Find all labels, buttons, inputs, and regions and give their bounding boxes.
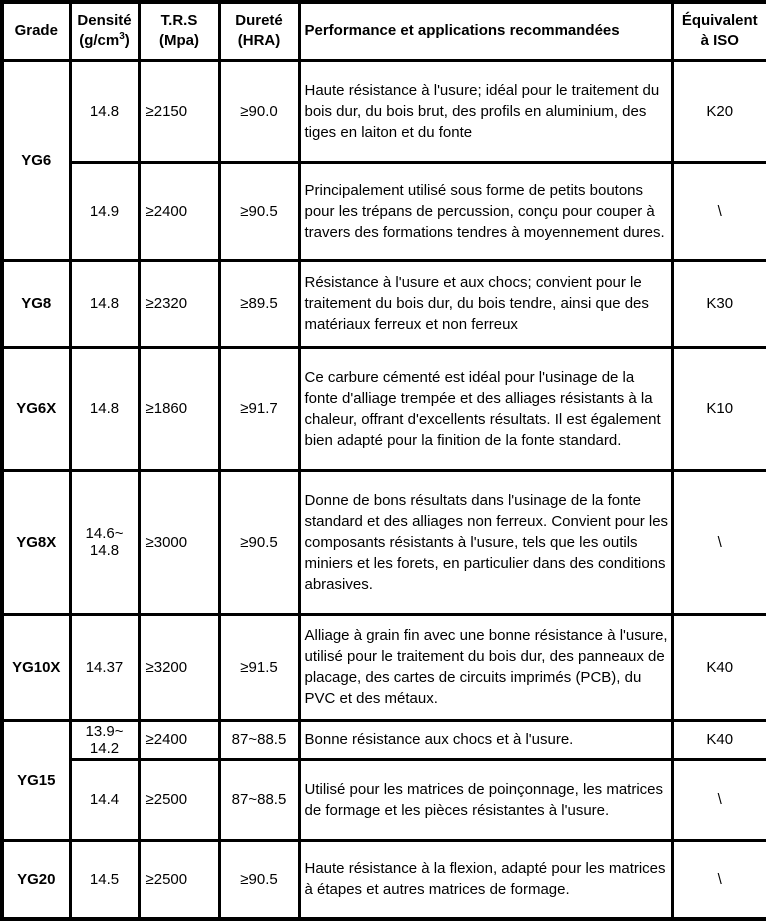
grade-cell: YG6X [2,347,70,470]
header-iso-label-line2: à ISO [700,32,739,50]
table-row-yg6-2 [2,162,766,260]
header-trs-label: T.R.S [160,12,198,30]
iso-cell: K30 [672,260,766,347]
header-iso-label-line1: Équivalent [681,12,758,30]
performance-cell: Haute résistance à la flexion, adapté pour les matrices à étapes et autres matrices de formage. [299,840,672,919]
header-performance-label: Performance et applications recommandées [304,22,620,40]
header-cell-grade [2,2,70,60]
performance-cell: Haute résistance à l'usure; idéal pour le traitement du bois dur, du bois brut, des profils en aluminium, des tiges en laiton et du fonte [299,60,672,162]
density-cell: 14.4 [70,759,139,840]
iso-cell: K10 [672,347,766,470]
iso-cell: \ [672,162,766,260]
table-row-yg15-1 [2,720,766,759]
density-cell: 14.5 [70,840,139,919]
hardness-cell: ≥90.5 [219,162,299,260]
table-row-yg20 [2,840,766,919]
performance-cell: Résistance à l'usure et aux chocs; convient pour le traitement du bois dur, du bois tendre, ainsi que des matériaux ferreux et non ferreux [299,260,672,347]
density-cell: 14.8 [70,347,139,470]
header-cell-trs [139,2,219,60]
density-cell: 14.6~ 14.8 [70,470,139,614]
header-cell-hardness [219,2,299,60]
performance-cell: Donne de bons résultats dans l'usinage de la fonte standard et des alliages non ferreux. Convient pour les composants résistants à l'usure, tels que les outils miniers et les forets, en particulier dans des conditions abrasives. [299,470,672,614]
trs-cell: ≥1860 [139,347,219,470]
trs-cell: ≥2500 [139,840,219,919]
iso-cell: K40 [672,720,766,759]
performance-cell: Bonne résistance aux chocs et à l'usure. [299,720,672,759]
iso-cell: K40 [672,614,766,720]
header-density-unit-pre: (g/cm [79,32,120,50]
table-row-yg10x [2,614,766,720]
density-cell: 14.8 [70,60,139,162]
performance-cell: Principalement utilisé sous forme de petits boutons pour les trépans de percussion, conçu pour couper à travers des formations tendres à moyennement dures. [299,162,672,260]
iso-cell: \ [672,840,766,919]
trs-cell: ≥2400 [139,162,219,260]
table-row-yg6-1 [2,60,766,162]
table-row-yg6x [2,347,766,470]
trs-cell: ≥3200 [139,614,219,720]
density-cell: 13.9~ 14.2 [70,720,139,759]
table-row-yg8x [2,470,766,614]
header-density-label: Densité [77,12,132,30]
hardness-cell: ≥91.5 [219,614,299,720]
hardness-cell: ≥91.7 [219,347,299,470]
iso-cell: K20 [672,60,766,162]
header-cell-iso [672,2,766,60]
density-cell: 14.8 [70,260,139,347]
hardness-cell: ≥90.5 [219,840,299,919]
iso-cell: \ [672,470,766,614]
grade-cell: YG6 [2,60,70,260]
grade-cell: YG10X [2,614,70,720]
hardness-cell: 87~88.5 [219,759,299,840]
density-cell: 14.37 [70,614,139,720]
hardness-cell: 87~88.5 [219,720,299,759]
header-density-unit-sup: 3 [119,31,125,43]
trs-cell: ≥2150 [139,60,219,162]
trs-cell: ≥2320 [139,260,219,347]
grade-cell: YG15 [2,720,70,840]
table-row-yg15-2 [2,759,766,840]
table-row-yg8 [2,260,766,347]
performance-cell: Utilisé pour les matrices de poinçonnage, les matrices de formage et les pièces résistantes à l'usure. [299,759,672,840]
performance-cell: Alliage à grain fin avec une bonne résistance à l'usure, utilisé pour le traitement du bois dur, des panneaux de placage, des cartes de circuits imprimés (PCB), du PVC et des métaux. [299,614,672,720]
trs-cell: ≥2500 [139,759,219,840]
trs-cell: ≥3000 [139,470,219,614]
grade-cell: YG8 [2,260,70,347]
performance-cell: Ce carbure cémenté est idéal pour l'usinage de la fonte d'alliage trempée et des alliages résistants à la chaleur, offrant d'excellents résultats. Il est également bien adapté pour la finition de la fonte standard. [299,347,672,470]
hardness-cell: ≥90.0 [219,60,299,162]
density-cell: 14.9 [70,162,139,260]
header-grade-label: Grade [14,22,58,40]
hardness-cell: ≥89.5 [219,260,299,347]
header-cell-performance [299,2,672,60]
hardness-cell: ≥90.5 [219,470,299,614]
header-trs-unit: (Mpa) [159,32,199,50]
grade-cell: YG20 [2,840,70,919]
trs-cell: ≥2400 [139,720,219,759]
grade-cell: YG8X [2,470,70,614]
iso-cell: \ [672,759,766,840]
header-density-unit-post: ) [124,32,130,50]
header-row [2,2,766,60]
header-hardness-label: Dureté [235,12,283,30]
header-cell-density [70,2,139,60]
header-hardness-unit: (HRA) [237,32,281,50]
